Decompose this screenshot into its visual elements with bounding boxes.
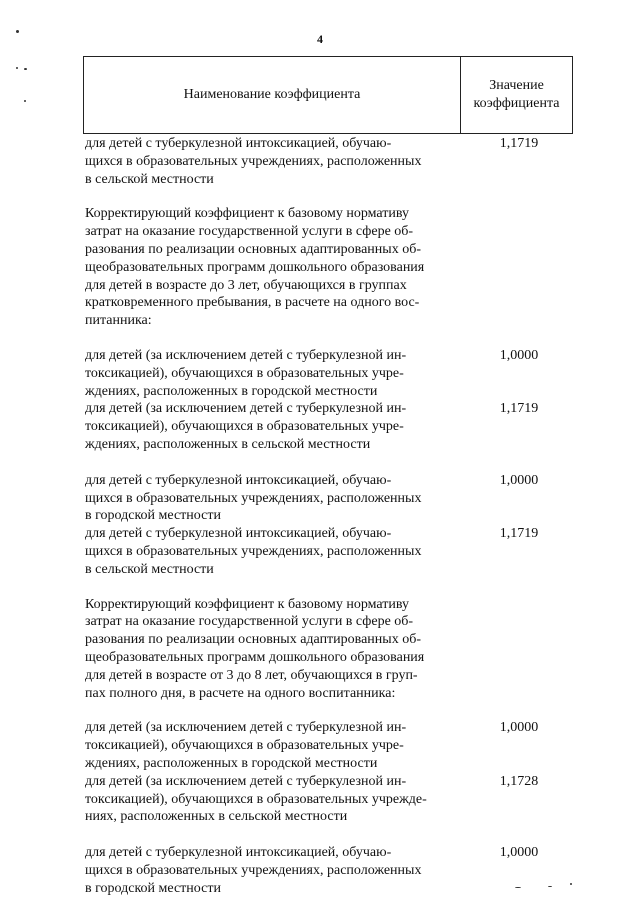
row-coefficient-value: 1,0000	[499, 720, 539, 736]
row-description: для детей (за исключением детей с туберкулезной ин- токсикацией), обучающихся в образовательных учре- ждениях, расположенных в сельской местности	[85, 401, 407, 452]
row-description: для детей с туберкулезной интоксикацией, обучаю- щихся в образовательных учреждениях, расположенных в сельской местности	[85, 526, 422, 577]
row-coefficient-value: 1,0000	[499, 347, 539, 363]
table-row	[85, 400, 575, 453]
header-value-line1: Значение	[489, 78, 544, 93]
header-coefficient-name: Наименование коэффициента	[84, 57, 461, 133]
section-heading: Корректирующий коэффициент к базовому нормативу затрат на оказание государственной услуги в сфере об- разования по реализации основных адаптированных об- щеобразовательных программ дошкольного образования для детей в возрасте от 3 до 8 лет, обучающихся в груп- пах полного дня, в расчете на одного воспитанника:	[85, 596, 425, 701]
row-description: для детей (за исключением детей с туберкулезной ин- токсикацией), обучающихся в образовательных учре- ждениях, расположенных в городской местности	[85, 720, 407, 771]
row-coefficient-value: 1,1719	[499, 401, 539, 417]
row-description: для детей с туберкулезной интоксикацией, обучаю- щихся в образовательных учреждениях, расположенных в сельской местности	[85, 136, 422, 187]
page-number: 4	[317, 32, 323, 46]
coefficients-table-body	[85, 135, 575, 897]
table-row	[85, 472, 575, 525]
table-row	[85, 844, 575, 897]
section-heading: Корректирующий коэффициент к базовому нормативу затрат на оказание государственной услуги в сфере об- разования по реализации основных адаптированных об- щеобразовательных программ дошкольного образования для детей в возрасте до 3 лет, обучающихся в группах кратковременного пребывания, в расчете на одного вос- питанника:	[85, 206, 425, 329]
table-row	[85, 135, 575, 188]
table-row	[85, 719, 575, 772]
header-value-line2: коэффициента	[473, 96, 560, 111]
row-description: для детей (за исключением детей с туберкулезной ин- токсикацией), обучающихся в образовательных учре- ждениях, расположенных в городской местности	[85, 347, 407, 399]
row-coefficient-value: 1,0000	[499, 472, 539, 488]
row-coefficient-value: 1,1719	[499, 136, 539, 151]
row-description: для детей с туберкулезной интоксикацией, обучаю- щихся в образовательных учреждениях, расположенных в городской местности	[85, 472, 422, 524]
row-coefficient-value	[459, 205, 575, 330]
table-row	[85, 347, 575, 400]
row-description: для детей с туберкулезной интоксикацией, обучаю- щихся в образовательных учреждениях, расположенных в городской местности	[85, 845, 422, 896]
row-coefficient-value	[459, 596, 575, 703]
table-row	[85, 525, 575, 578]
section-heading-row	[85, 596, 575, 703]
header-coefficient-value	[461, 57, 572, 133]
section-heading-row	[85, 205, 575, 330]
row-coefficient-value: 1,0000	[499, 845, 539, 861]
row-description: для детей (за исключением детей с туберкулезной ин- токсикацией), обучающихся в образовательных учрежде- ниях, расположенных в сельской местности	[85, 773, 427, 825]
table-header	[83, 56, 573, 134]
table-row	[85, 773, 575, 826]
row-coefficient-value: 1,1719	[499, 526, 539, 542]
row-coefficient-value: 1,1728	[499, 773, 539, 789]
